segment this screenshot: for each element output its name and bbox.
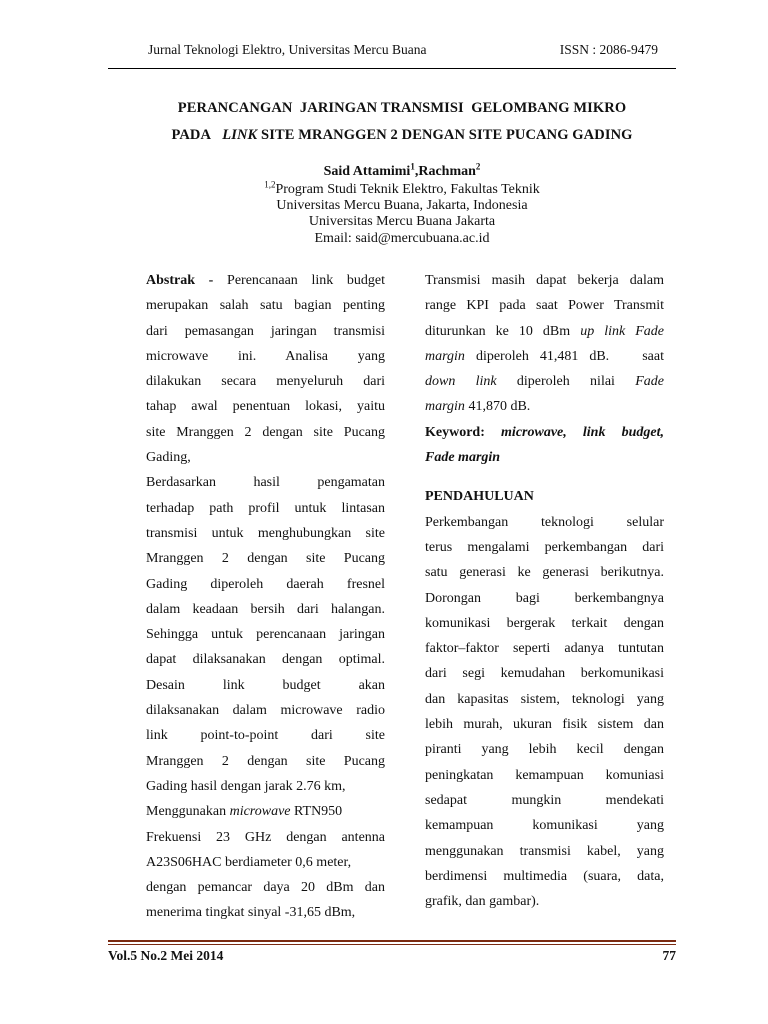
abstract-line: terhadap path profil untuk lintasan xyxy=(146,500,385,516)
section-heading: PENDAHULUAN xyxy=(425,489,534,505)
abstract-line: Desain link budget akan xyxy=(146,677,385,693)
abstract-line: Berdasarkan hasil pengamatan xyxy=(146,475,385,491)
intro-line: kemampuan komunikasi yang xyxy=(425,818,664,834)
intro-line: sedapat mungkin mendekati xyxy=(425,792,664,808)
intro-line: dan kapasitas sistem, teknologi yang xyxy=(425,691,664,707)
abstract-cont-line xyxy=(425,394,664,419)
abstract-line: transmisi untuk menghubungkan site xyxy=(146,525,385,541)
header-rule xyxy=(108,68,676,69)
intro-line: Dorongan bagi berkembangnya xyxy=(425,590,664,606)
abstract-line: menerima tingkat sinyal -31,65 dBm, xyxy=(146,905,356,921)
intro-line: terus mengalami perkembangan dari xyxy=(425,539,664,555)
abstract-first-line xyxy=(146,268,385,293)
keyword-line xyxy=(425,420,664,445)
intro-line: dari segi kemudahan berkomunikasi xyxy=(425,666,664,682)
abstract-line: Gading hasil dengan jarak 2.76 km, xyxy=(146,778,346,794)
affiliation-line-1 xyxy=(108,179,696,198)
abstract-italic-term: down link xyxy=(425,374,497,390)
abstract-line: Mranggen 2 dengan site Pucang xyxy=(146,551,385,567)
intro-line: faktor–faktor seperti adanya tuntutan xyxy=(425,641,664,657)
abstract-line: Gading diperoleh daerah fresnel xyxy=(146,576,385,592)
abstract-column xyxy=(146,268,385,926)
abstract-line: tahap awal penentuan lokasi, yaitu xyxy=(146,399,385,415)
paper-title-line-2 xyxy=(108,127,696,144)
abstract-text: diperoleh 41,481 dB. saat xyxy=(475,348,664,364)
author-email: Email: said@mercubuana.ac.id xyxy=(314,231,490,246)
abstract-line: dengan pemancar daya 20 dBm dan xyxy=(146,880,385,896)
abstract-line: Gading, xyxy=(146,450,191,466)
intro-line: piranti yang lebih kecil dengan xyxy=(425,742,664,758)
abstract-label: Abstrak - xyxy=(146,273,214,288)
abstract-italic-term: Fade xyxy=(635,374,664,390)
abstract-cont-line xyxy=(425,319,664,344)
author-1-sup: 1 xyxy=(410,161,415,172)
intro-line: lebih murah, ukuran fisik sistem dan xyxy=(425,717,664,733)
author-2: Rachman xyxy=(418,164,476,179)
title-link-italic: LINK xyxy=(222,127,258,143)
abstract-cont-line: Transmisi masih dapat bekerja dalam xyxy=(425,273,664,288)
intro-line: satu generasi ke generasi berikutnya. xyxy=(425,565,664,581)
paper-title-line-1: PERANCANGAN JARINGAN TRANSMISI GELOMBANG MIKRO xyxy=(177,100,627,116)
abstract-line: dalam keadaan bersih dari halangan. xyxy=(146,601,385,617)
abstract-italic-term: microwave xyxy=(229,804,291,820)
running-header-issn: ISSN : 2086-9479 xyxy=(559,42,658,57)
abstract-first-text: Perencanaan link budget xyxy=(227,273,385,288)
abstract-line: A23S06HAC berdiameter 0,6 meter, xyxy=(146,854,352,870)
abstract-text: diperoleh nilai xyxy=(516,374,615,390)
abstract-line-microwave xyxy=(146,799,385,824)
abstract-line: dilakukan secara menyeluruh dari xyxy=(146,374,385,390)
authors xyxy=(108,161,696,180)
keyword-terms: microwave, link budget, xyxy=(501,424,664,440)
abstract-line: dari pemasangan jaringan transmisi xyxy=(146,323,385,339)
author-sep: , xyxy=(414,164,419,179)
abstract-text: diturunkan ke 10 dBm xyxy=(425,323,571,339)
affiliation-line-2: Universitas Mercu Buana, Jakarta, Indonesia xyxy=(276,198,528,213)
affiliation-sup: 1,2 xyxy=(264,179,276,190)
intro-line: komunikasi bergerak terkait dengan xyxy=(425,615,664,631)
abstract-line: link point-to-point dari site xyxy=(146,728,385,744)
keyword-label: Keyword: xyxy=(425,424,485,440)
abstract-line: site Mranggen 2 dengan site Pucang xyxy=(146,424,385,440)
abstract-italic-term: margin xyxy=(425,348,465,364)
author-1: Said Attamimi xyxy=(323,164,411,179)
abstract-line: Frekuensi 23 GHz dengan antenna xyxy=(146,829,385,845)
affiliation-line-3: Universitas Mercu Buana Jakarta xyxy=(308,214,496,229)
footer-volume: Vol.5 No.2 Mei 2014 xyxy=(108,948,224,963)
abstract-cont-line: range KPI pada saat Power Transmit xyxy=(425,298,664,314)
footer-rule-thick xyxy=(108,940,676,942)
page-number: 77 xyxy=(662,948,676,963)
abstract-italic-term: margin xyxy=(425,399,465,415)
abstract-text: Menggunakan xyxy=(146,804,227,820)
spacer xyxy=(425,470,664,484)
abstract-line: merupakan salah satu bagian penting xyxy=(146,298,385,314)
intro-line: menggunakan transmisi kabel, yang xyxy=(425,843,664,859)
abstract-text: RTN950 xyxy=(294,804,343,820)
title-pada: PADA xyxy=(171,127,212,143)
abstract-line: Sehingga untuk perencanaan jaringan xyxy=(146,627,385,643)
running-header-journal: Jurnal Teknologi Elektro, Universitas Mercu Buana xyxy=(148,42,427,57)
intro-line: Perkembangan teknologi selular xyxy=(425,514,664,530)
abstract-line: dapat dilaksanakan dengan optimal. xyxy=(146,652,385,668)
keyword-line-2: Fade margin xyxy=(425,450,501,466)
intro-line: grafik, dan gambar). xyxy=(425,894,540,910)
right-column xyxy=(425,268,664,914)
affiliation-program: Program Studi Teknik Elektro, Fakultas Teknik xyxy=(275,182,540,197)
abstract-cont-line xyxy=(425,369,664,394)
abstract-line: microwave ini. Analisa yang xyxy=(146,348,385,364)
footer-rule-thin xyxy=(108,944,676,945)
abstract-line: dilaksanakan dalam microwave radio xyxy=(146,703,385,719)
intro-line: berdimensi multimedia (suara, data, xyxy=(425,868,664,884)
author-2-sup: 2 xyxy=(475,161,481,172)
abstract-italic-term: up link Fade xyxy=(580,323,664,339)
abstract-text: 41,870 dB. xyxy=(468,399,531,415)
abstract-line: Mranggen 2 dengan site Pucang xyxy=(146,753,385,769)
intro-line: peningkatan kemampuan komuniasi xyxy=(425,767,664,783)
abstract-cont-line xyxy=(425,344,664,369)
title-rest: SITE MRANGGEN 2 DENGAN SITE PUCANG GADING xyxy=(261,127,633,143)
